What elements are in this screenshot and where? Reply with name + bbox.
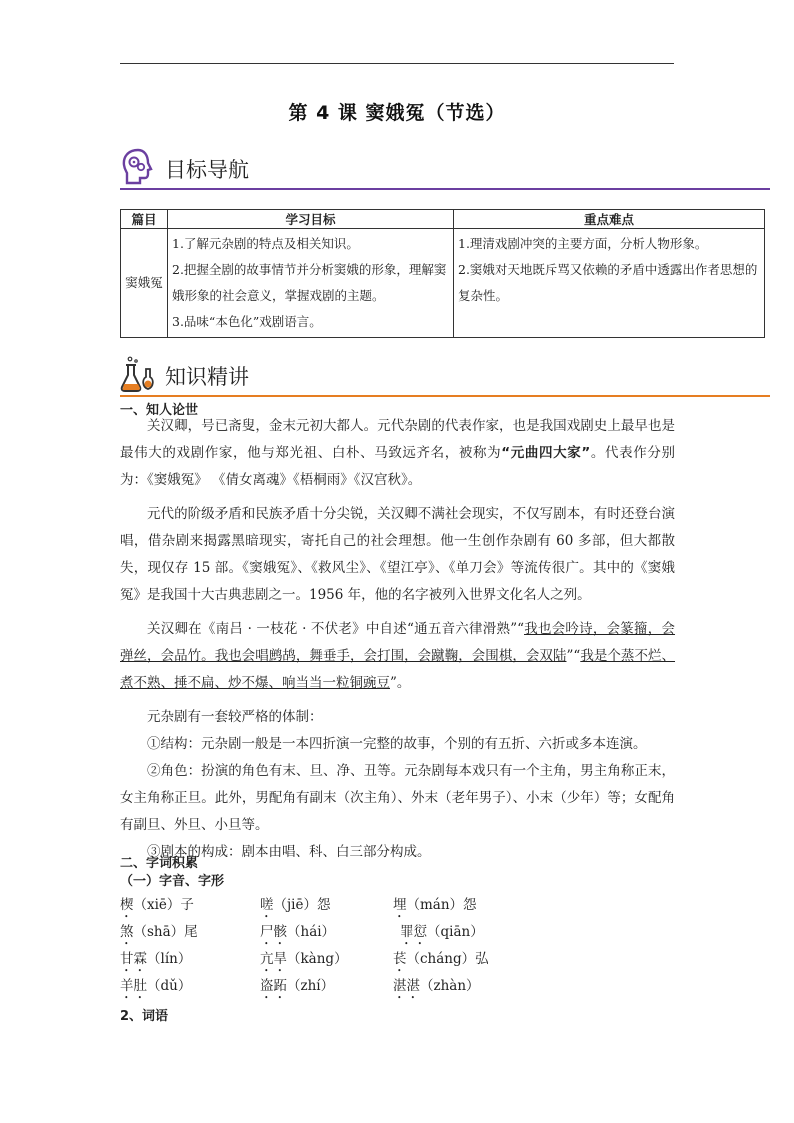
reading: （dǔ） xyxy=(147,978,192,994)
text-run: ”。 xyxy=(390,675,411,691)
char: 埋 xyxy=(393,897,407,913)
heading-author: 一、知人论世 xyxy=(120,403,199,418)
subheading-pronunciation: （一）字音、字形 xyxy=(120,874,225,889)
paragraph: ②角色：扮演的角色有末、旦、净、丑等。元杂剧每本戏只有一个主角，男主角称正末，女主角称正旦。此外，男配角有副末（次主角）、外末（老年男子）、小末（少年）等；女配角有副旦、外旦、小旦等。 xyxy=(120,763,675,833)
paragraph: ①结构：元杂剧一般是一本四折演一完整的故事，个别的有五折、六折或多本连演。 xyxy=(147,736,647,752)
paragraph: 元杂剧有一套较严格的体制： xyxy=(147,709,323,725)
char: 亢旱 xyxy=(260,951,287,967)
char: 嗟 xyxy=(260,897,274,913)
reading: （xiē）子 xyxy=(133,897,194,913)
char: 甘霖 xyxy=(120,951,147,967)
author-section xyxy=(120,413,675,866)
char: 楔 xyxy=(120,897,134,913)
char: 盗跖 xyxy=(260,978,287,994)
section-underline xyxy=(120,395,770,397)
table-header: 篇目 xyxy=(121,210,168,229)
goal-item: 3.品味“本色化”戏剧语言。 xyxy=(172,314,322,329)
table-cell-keys xyxy=(454,229,765,338)
heading-vocab: 二、字词积累 xyxy=(120,856,199,871)
section-title: 目标导航 xyxy=(165,158,249,182)
char: 煞 xyxy=(120,924,134,940)
heading-words: 2、词语 xyxy=(120,1009,169,1024)
paragraph xyxy=(120,616,675,697)
underlined-quote: 我是个蒸不烂、煮不熟、捶不扁、炒不爆、响当当一粒铜豌豆 xyxy=(120,648,676,691)
paragraph: 元代的阶级矛盾和民族矛盾十分尖锐，关汉卿不满社会现实，不仅写剧本，有时还登台演唱，借杂剧来揭露黑暗现实，寄托自己的社会理想。他一生创作杂剧有 60 多部，但大都散失，现仅存 15 部。《窦娥冤》、《救风尘》、《望江亭》、《单刀会》等流传很广。其中的《窦娥冤》是我国十大古典悲剧之一。1956 年，他的名字被列入世界文化名人之列。 xyxy=(120,506,675,603)
goals-table xyxy=(120,209,765,338)
table-header: 重点难点 xyxy=(454,210,765,229)
header-rule xyxy=(120,63,674,64)
table-header-row xyxy=(121,210,765,229)
text-run: ”“ xyxy=(566,648,581,664)
head-gears-icon xyxy=(120,148,156,186)
char: 羊肚 xyxy=(120,978,147,994)
reading: （qiān） xyxy=(427,924,484,940)
key-item: 2.窦娥对天地既斥骂又依赖的矛盾中透露出作者思想的复杂性。 xyxy=(458,262,758,303)
reading: （kàng） xyxy=(287,951,348,967)
table-cell-goals xyxy=(168,229,454,338)
goal-item: 1.了解元杂剧的特点及相关知识。 xyxy=(172,236,359,251)
text-run: 。代表作分别为：《窦娥冤》 《倩女离魂》《梧桐雨》《汉宫秋》。 xyxy=(120,445,676,488)
section-header-goals xyxy=(120,148,770,188)
reading: （zhí） xyxy=(287,978,335,994)
page-title: 第 4 课 窦娥冤（节选） xyxy=(288,102,506,124)
table-cell-title: 窦娥冤 xyxy=(121,229,168,338)
text-run: 关汉卿在《南吕 · 一枝花 · 不伏老》中自述“通五音六律滑熟”“ xyxy=(147,621,525,637)
underlined-quote: 我也会吟诗，会篆籀，会弹丝，会品竹。我也会唱鹧鸪，舞垂手，会打围，会蹴鞠，会围棋，会双陆 xyxy=(120,621,676,664)
char: 罪愆 xyxy=(400,924,427,940)
char: 苌 xyxy=(393,951,407,967)
reading: （mán）怨 xyxy=(406,897,477,913)
char: 尸骸 xyxy=(260,924,287,940)
reading: （shā）尾 xyxy=(133,924,198,940)
paragraph: ③剧本的构成：剧本由唱、科、白三部分构成。 xyxy=(147,844,431,860)
section-underline xyxy=(120,188,770,190)
emphasis-text: “元曲四大家” xyxy=(501,445,591,461)
char: 湛湛 xyxy=(393,978,420,994)
key-item: 1.理清戏剧冲突的主要方面，分析人物形象。 xyxy=(458,236,708,251)
reading: （lín） xyxy=(147,951,192,967)
paragraph xyxy=(120,413,675,494)
reading: （zhàn） xyxy=(420,978,480,994)
reading: （jiē）怨 xyxy=(273,897,331,913)
flask-icon xyxy=(120,355,156,393)
table-row xyxy=(121,229,765,338)
table-header: 学习目标 xyxy=(168,210,454,229)
section-title: 知识精讲 xyxy=(165,365,249,389)
text-run: 关汉卿，号已斋叟，金末元初大都人。元代杂剧的代表作家，也是我国戏剧史上最早也是最伟大的戏剧作家，他与郑光祖、白朴、马致远齐名，被称为 xyxy=(120,418,675,461)
reading: （hái） xyxy=(287,924,336,940)
goal-item: 2.把握全剧的故事情节并分析窦娥的形象，理解窦娥形象的社会意义，掌握戏剧的主题。 xyxy=(172,262,447,303)
reading: （cháng）弘 xyxy=(406,951,489,967)
section-header-knowledge xyxy=(120,355,770,395)
